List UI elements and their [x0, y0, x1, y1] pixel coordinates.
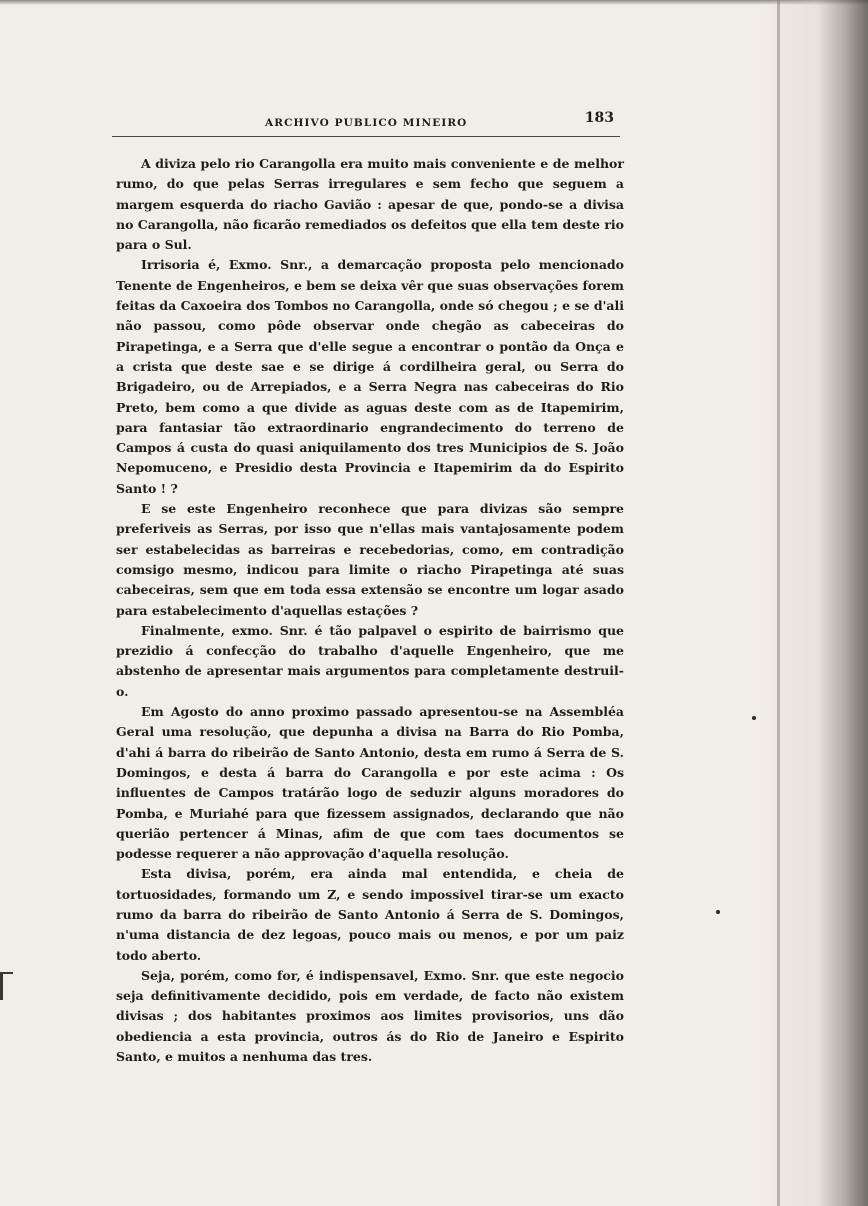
scan-edge-mark: [0, 972, 13, 1000]
binding-shadow: [756, 0, 868, 1206]
paragraph: Em Agosto do anno proximo passado apresentou-se na Assembléa Geral uma resolução, que depunha a divisa na Barra do Rio Pomba, d'ahi á barra do ribeirão de Santo Antonio, desta em rumo á Serra de S. Domingos, e desta á barra do Carangolla e por este acima : Os influentes de Campos tratárão logo de seduzir alguns moradores do Pomba, e Muriahé para que fizessem assignados, declarando que não querião pertencer á Minas, afim de que com taes documentos se podesse requerer a não approvação d'aquella resolução.: [116, 704, 624, 862]
page-number: 183: [584, 110, 614, 126]
paragraph: Irrisoria é, Exmo. Snr., a demarcação proposta pelo mencionado Tenente de Engenheiros, e bem se deixa vêr que suas observações forem feitas da Caxoeira dos Tombos no Carangolla, onde só chegou ; e se d'ali não passou, como pôde observar onde chegão as cabeceiras do Pirapetinga, e a Serra que d'elle segue a encontrar o pontão da Onça e a crista que deste sae e se dirige á cordilheira geral, ou Serra do Brigadeiro, ou de Arrepiados, e a Serra Negra nas cabeceiras do Rio Preto, bem como a que divide as aguas deste com as de Itapemirim, para fantasiar tão extraordinario engrandecimento do terreno de Campos á custa do quasi aniquilamento dos tres Municipios de S. João Nepomuceno, e Presidio desta Provincia e Itapemirim da do Espirito Santo ! ?: [116, 257, 624, 496]
gutter-line: [777, 0, 780, 1206]
paragraph: E se este Engenheiro reconhece que para divizas são sempre preferiveis as Serras, por isso que n'ellas mais vantajosamente podem ser estabelecidas as barreiras e recebedorias, como, em contradição comsigo mesmo, indicou para limite o riacho Pirapetinga até suas cabeceiras, sem que em toda essa extensão se encontre um logar asado para estabelecimento d'aquellas estações ?: [116, 501, 624, 618]
paragraph: Esta divisa, porém, era ainda mal entendida, e cheia de tortuosidades, formando um Z, e sendo impossivel tirar-se um exacto rumo da barra do ribeirão de Santo Antonio á Serra de S. Domingos, n'uma distancia de dez legoas, pouco mais ou menos, e por um paiz todo aberto.: [116, 866, 624, 963]
body-text: [116, 154, 624, 1067]
paragraph: Finalmente, exmo. Snr. é tão palpavel o espirito de bairrismo que prezidio á confecção do trabalho d'aquelle Engenheiro, que me abstenho de apresentar mais argumentos para completamente destruil-o.: [116, 622, 624, 699]
paragraph: Seja, porém, como for, é indispensavel, Exmo. Snr. que este negocio seja definitivamente decidido, pois em verdade, de facto não existem divisas ; dos habitantes proximos aos limites provisorios, uns dão obediencia a esta provincia, outros ás do Rio de Janeiro e Espirito Santo, e muitos a nenhuma das tres.: [116, 967, 624, 1065]
running-title: ARCHIVO PUBLICO MINEIRO: [265, 117, 468, 129]
page-header: [112, 102, 620, 137]
ink-speck: [716, 910, 720, 914]
scan-top-edge: [0, 0, 868, 5]
paragraph: A diviza pelo rio Carangolla era muito mais conveniente e de melhor rumo, do que pelas Serras irregulares e sem fecho que seguem a margem esquerda do riacho Gavião : apesar de que, pondo-se a divisa no Carangolla, não ficarão remediados os defeitos que ella tem deste rio para o Sul.: [116, 156, 624, 253]
ink-speck: [752, 716, 756, 720]
